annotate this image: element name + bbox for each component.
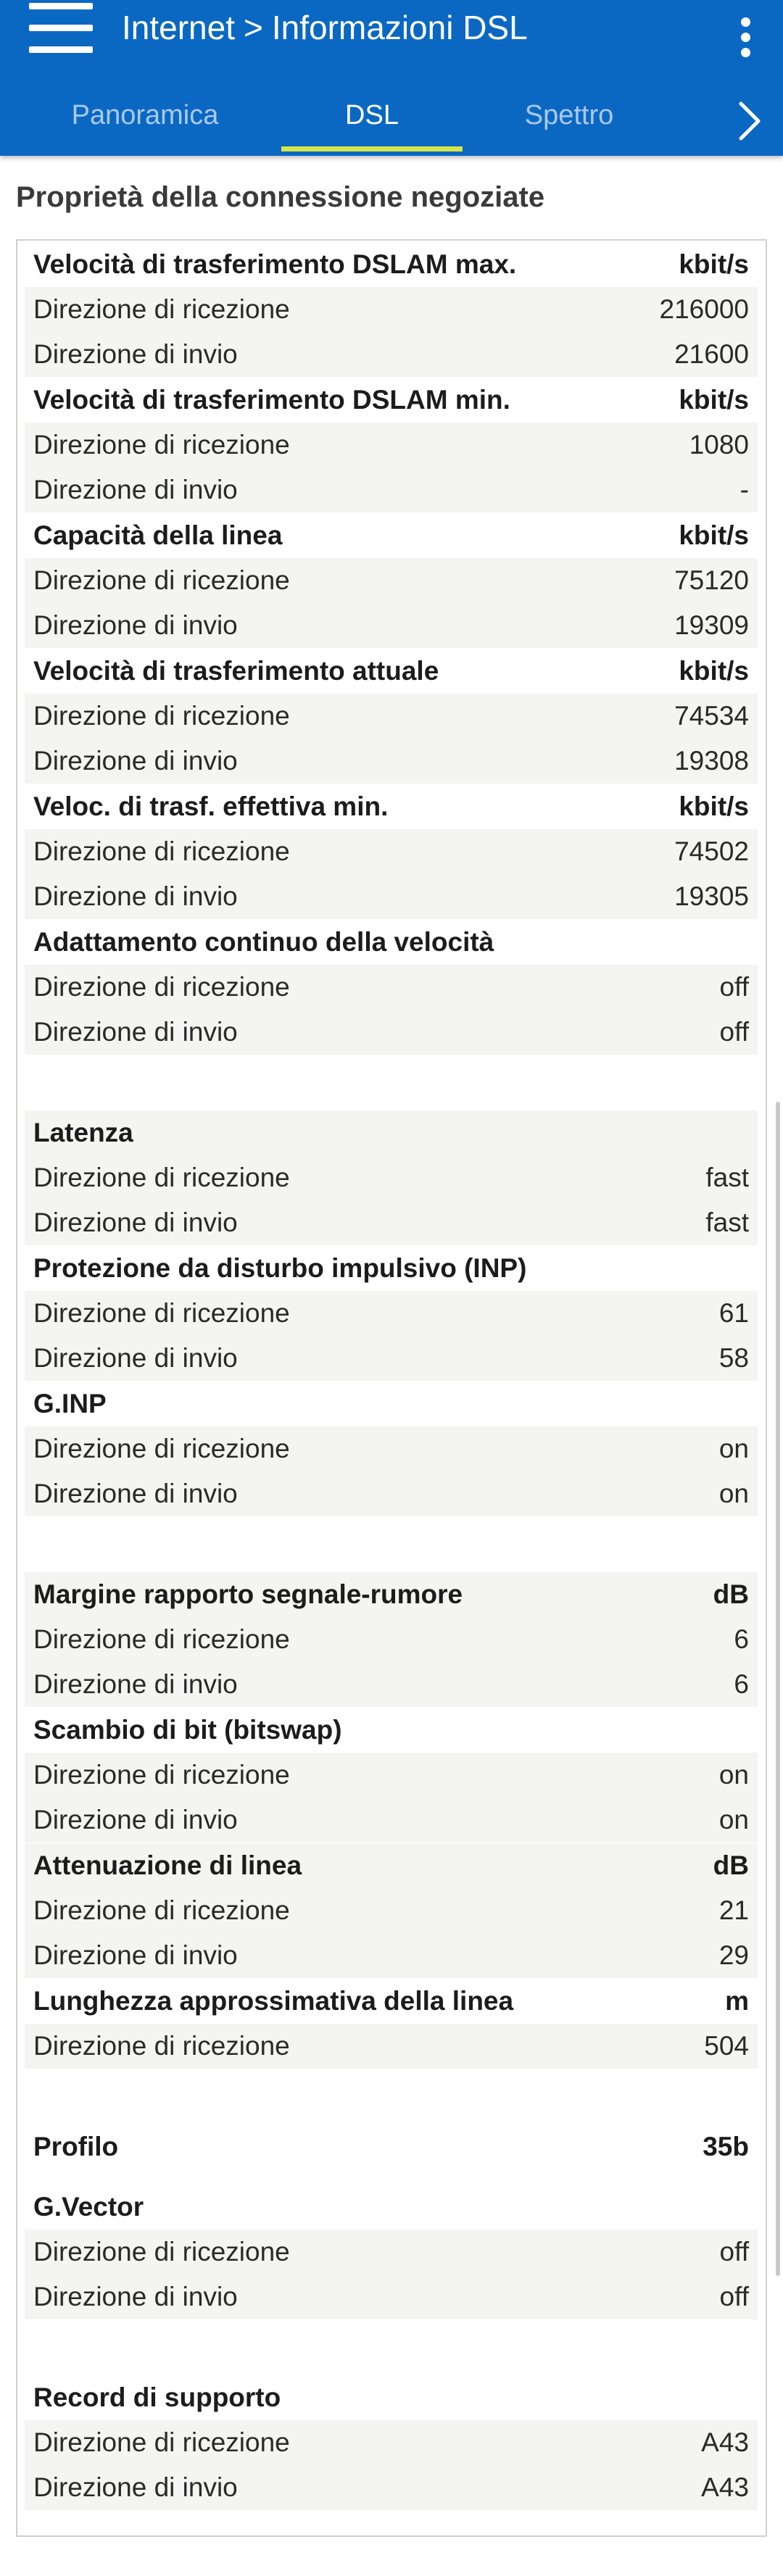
row-value: 1080: [689, 430, 749, 460]
row-label: Direzione di ricezione: [33, 1895, 290, 1925]
app-bar: [0, 0, 783, 156]
row-label: Direzione di invio: [33, 1805, 238, 1835]
value-cell-background: [533, 920, 758, 965]
row-value: on: [718, 1434, 749, 1463]
group-header-row: [25, 1382, 758, 1426]
group-label: Velocità di trasferimento DSLAM max.: [33, 249, 517, 279]
table-row: [25, 603, 758, 648]
row-label: Direzione di invio: [33, 1669, 238, 1699]
row-label: Direzione di invio: [33, 339, 238, 369]
tab-dsl[interactable]: DSL: [345, 99, 399, 130]
table-row: [25, 2230, 758, 2274]
group-unit: 35b: [703, 2132, 749, 2161]
table-row: [25, 1336, 758, 1381]
table-row: [25, 2420, 758, 2465]
table-row: [25, 829, 758, 874]
table-row: [25, 1155, 758, 1200]
row-label: Direzione di ricezione: [33, 2031, 290, 2061]
group-label: G.Vector: [33, 2192, 144, 2222]
group-header-row: [25, 1110, 758, 1155]
row-value: off: [719, 2282, 749, 2311]
row-label: Direzione di invio: [33, 1940, 238, 1970]
group-header-row: [25, 2375, 758, 2420]
row-value: 74502: [674, 836, 749, 866]
table-row: [25, 1200, 758, 1245]
table-row: [25, 287, 758, 332]
row-label: Direzione di invio: [33, 1208, 238, 1237]
group-header-row: [25, 2124, 758, 2169]
row-label: Direzione di ricezione: [33, 2237, 290, 2267]
table-row: [25, 423, 758, 468]
row-value: A43: [701, 2472, 749, 2502]
row-label: Direzione di ricezione: [33, 2427, 290, 2457]
row-value: on: [718, 1805, 749, 1835]
group-label: Lunghezza approssimativa della linea: [33, 1986, 514, 2016]
group-unit: kbit/s: [679, 792, 749, 821]
scrollbar[interactable]: [776, 1102, 780, 2276]
table-row: [25, 1471, 758, 1516]
more-options-icon[interactable]: [735, 1, 757, 59]
row-label: Direzione di invio: [33, 1343, 238, 1373]
row-label: Direzione di ricezione: [33, 836, 290, 866]
group-header-row: [25, 1843, 758, 1888]
group-label: Scambio di bit (bitswap): [33, 1715, 342, 1745]
group-header-row: [25, 1246, 758, 1291]
active-tab-indicator: [281, 146, 463, 151]
table-row: [25, 694, 758, 739]
table-row: [25, 468, 758, 512]
menu-icon[interactable]: [29, 3, 93, 54]
row-value: 58: [718, 1343, 749, 1373]
group-header-row: [25, 1979, 758, 2024]
group-label: Capacità della linea: [33, 520, 283, 550]
group-unit: m: [725, 1986, 749, 2016]
group-label: Velocità di trasferimento attuale: [33, 656, 439, 686]
value-cell-background: [533, 1979, 758, 2024]
group-header-row: [25, 920, 758, 965]
row-label: Direzione di invio: [33, 475, 238, 504]
row-value: fast: [705, 1208, 749, 1237]
group-header-row: [25, 2185, 758, 2230]
table-row: [25, 332, 758, 377]
table-row: [25, 1798, 758, 1842]
tab-spettro[interactable]: Spettro: [524, 99, 614, 130]
table-row: [25, 1291, 758, 1336]
row-value: 504: [704, 2031, 749, 2061]
table-row: [25, 874, 758, 919]
group-unit: kbit/s: [679, 385, 749, 415]
table-row: [25, 2274, 758, 2319]
row-label: Direzione di ricezione: [33, 430, 290, 460]
table-row: [25, 965, 758, 1010]
value-cell-background: [533, 1662, 758, 1707]
row-label: Direzione di invio: [33, 1479, 238, 1508]
chevron-right-icon[interactable]: [734, 99, 766, 143]
table-row: [25, 558, 758, 603]
group-label: G.INP: [33, 1389, 107, 1418]
row-label: Direzione di ricezione: [33, 701, 290, 731]
row-label: Direzione di invio: [33, 1017, 238, 1047]
value-cell-background: [533, 2185, 758, 2230]
row-value: 21600: [674, 339, 749, 369]
table-row: [25, 1010, 758, 1055]
row-value: 74534: [674, 701, 749, 731]
row-value: off: [719, 972, 749, 1002]
row-value: 29: [718, 1940, 749, 1970]
breadcrumb-parent[interactable]: Internet: [122, 9, 235, 46]
group-unit: kbit/s: [679, 520, 749, 550]
group-unit: dB: [713, 1850, 749, 1880]
table-row: [25, 1933, 758, 1978]
row-value: 75120: [674, 565, 749, 595]
group-header-row: [25, 1708, 758, 1753]
group-label: Veloc. di trasf. effettiva min.: [33, 792, 389, 821]
row-label: Direzione di invio: [33, 881, 238, 911]
table-row: [25, 1662, 758, 1707]
group-header-row: [25, 242, 758, 287]
value-cell-background: [533, 468, 758, 512]
table-row: [25, 1426, 758, 1471]
group-label: Attenuazione di linea: [33, 1850, 302, 1880]
row-value: 21: [718, 1895, 749, 1925]
row-label: Direzione di ricezione: [33, 1434, 290, 1463]
value-cell-background: [533, 1708, 758, 1753]
group-header-row: [25, 649, 758, 694]
table-row: [25, 2024, 758, 2069]
dsl-properties-table: [16, 239, 767, 2537]
row-label: Direzione di ricezione: [33, 294, 290, 324]
group-label: Record di supporto: [33, 2382, 281, 2412]
value-cell-background: [533, 2375, 758, 2420]
group-header-row: [25, 1572, 758, 1617]
tab-panoramica[interactable]: Panoramica: [71, 99, 219, 130]
row-value: off: [719, 1017, 749, 1047]
row-label: Direzione di invio: [33, 2472, 238, 2502]
row-label: Direzione di ricezione: [33, 1298, 290, 1328]
row-value: 6: [734, 1624, 749, 1654]
row-value: A43: [701, 2427, 749, 2457]
group-header-row: [25, 513, 758, 558]
group-header-row: [25, 378, 758, 423]
table-row: [25, 1888, 758, 1933]
breadcrumb-separator: >: [244, 9, 263, 46]
row-label: Direzione di ricezione: [33, 565, 290, 595]
row-label: Direzione di invio: [33, 746, 238, 776]
value-cell-background: [533, 1246, 758, 1291]
row-value: 19309: [674, 610, 749, 640]
row-label: Direzione di ricezione: [33, 1624, 290, 1654]
group-label: Protezione da disturbo impulsivo (INP): [33, 1253, 527, 1283]
table-row: [25, 2465, 758, 2510]
table-row: [25, 1753, 758, 1798]
row-label: Direzione di ricezione: [33, 1163, 290, 1192]
value-cell-background: [533, 1617, 758, 1662]
group-unit: kbit/s: [679, 249, 749, 279]
row-value: off: [719, 2237, 749, 2267]
row-label: Direzione di ricezione: [33, 1760, 290, 1790]
group-label: Latenza: [33, 1118, 133, 1147]
row-value: 216000: [659, 294, 749, 324]
row-value: 61: [718, 1298, 749, 1328]
row-value: 19305: [674, 881, 749, 911]
group-unit: kbit/s: [679, 656, 749, 686]
row-label: Direzione di ricezione: [33, 972, 290, 1002]
value-cell-background: [533, 1382, 758, 1426]
row-value: 6: [734, 1669, 749, 1699]
group-header-row: [25, 784, 758, 829]
row-value: 19308: [674, 746, 749, 776]
group-label: Margine rapporto segnale-rumore: [33, 1579, 463, 1609]
breadcrumb: [122, 6, 528, 49]
group-label: Velocità di trasferimento DSLAM min.: [33, 385, 510, 415]
table-row: [25, 1617, 758, 1662]
page-title: Informazioni DSL: [271, 9, 528, 46]
section-title: Proprietà della connessione negoziate: [16, 181, 545, 213]
row-value: -: [740, 475, 749, 504]
row-label: Direzione di invio: [33, 2282, 238, 2311]
row-value: on: [718, 1479, 749, 1508]
row-value: fast: [705, 1163, 749, 1192]
table-row: [25, 739, 758, 784]
group-label: Adattamento continuo della velocità: [33, 927, 494, 957]
row-label: Direzione di invio: [33, 610, 238, 640]
row-value: on: [718, 1760, 749, 1790]
group-label: Profilo: [33, 2132, 119, 2161]
group-unit: dB: [713, 1579, 749, 1609]
value-cell-background: [533, 1110, 758, 1155]
